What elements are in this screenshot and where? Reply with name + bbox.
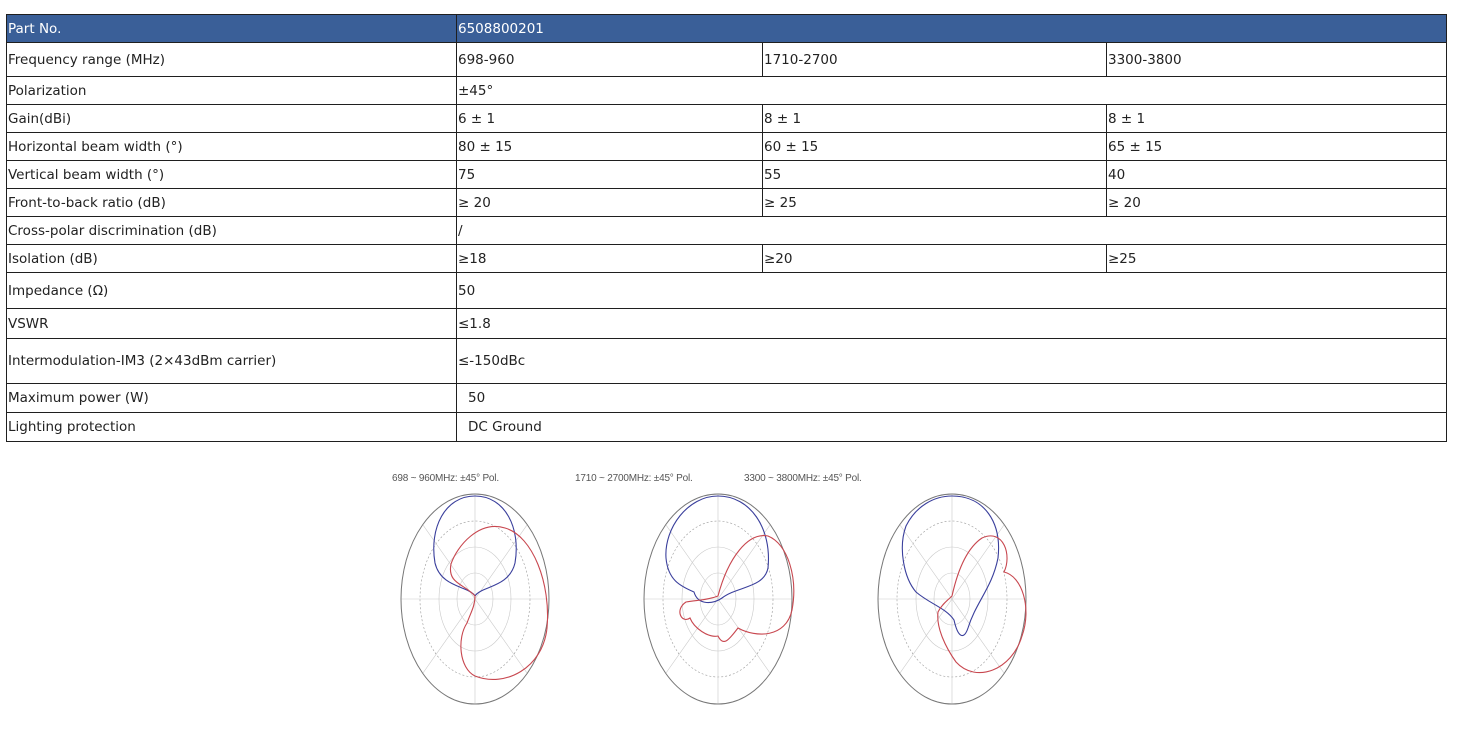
row-label: Maximum power (W) — [7, 384, 457, 413]
cell: 60 ± 15 — [763, 133, 1107, 161]
pattern-trace-red — [450, 527, 547, 680]
cell: DC Ground — [457, 413, 1447, 442]
cell: 80 ± 15 — [457, 133, 763, 161]
table-header-row — [7, 15, 1447, 43]
cell: 8 ± 1 — [763, 105, 1107, 133]
table-row — [7, 189, 1447, 217]
radiation-pattern-plot — [638, 488, 798, 710]
cell: ≥ 20 — [1107, 189, 1447, 217]
table-row — [7, 161, 1447, 189]
row-label: Lighting protection — [7, 413, 457, 442]
row-label: Cross-polar discrimination (dB) — [7, 217, 457, 245]
cell: ≥25 — [1107, 245, 1447, 273]
cell: 65 ± 15 — [1107, 133, 1447, 161]
cell: ≥20 — [763, 245, 1107, 273]
row-label: Front-to-back ratio (dB) — [7, 189, 457, 217]
cell: 55 — [763, 161, 1107, 189]
table-row — [7, 105, 1447, 133]
header-value: 6508800201 — [457, 15, 1447, 43]
radiation-pattern-plot — [872, 488, 1032, 710]
table-row — [7, 245, 1447, 273]
row-label: VSWR — [7, 309, 457, 339]
pattern-trace-blue — [902, 496, 998, 636]
polar-grid — [878, 494, 1026, 704]
row-label: Horizontal beam width (°) — [7, 133, 457, 161]
table-row — [7, 217, 1447, 245]
row-label: Isolation (dB) — [7, 245, 457, 273]
radiation-pattern-plot — [395, 488, 555, 710]
row-label: Impedance (Ω) — [7, 273, 457, 309]
table-row — [7, 413, 1447, 442]
cell: 3300-3800 — [1107, 43, 1447, 77]
table-row — [7, 43, 1447, 77]
cell: 8 ± 1 — [1107, 105, 1447, 133]
table-row — [7, 133, 1447, 161]
pattern-title: 698 ~ 960MHz: ±45° Pol. — [392, 473, 499, 484]
row-label: Gain(dBi) — [7, 105, 457, 133]
table-row — [7, 339, 1447, 384]
cell: 6 ± 1 — [457, 105, 763, 133]
cell: 698-960 — [457, 43, 763, 77]
cell: 40 — [1107, 161, 1447, 189]
table-row — [7, 384, 1447, 413]
cell: 50 — [457, 273, 1447, 309]
cell: ≥18 — [457, 245, 763, 273]
row-label: Frequency range (MHz) — [7, 43, 457, 77]
cell: ±45° — [457, 77, 1447, 105]
cell: ≥ 25 — [763, 189, 1107, 217]
row-label: Vertical beam width (°) — [7, 161, 457, 189]
cell: 50 — [457, 384, 1447, 413]
spec-table — [6, 14, 1447, 442]
table-row — [7, 273, 1447, 309]
pattern-title: 3300 ~ 3800MHz: ±45° Pol. — [744, 473, 862, 484]
header-label: Part No. — [7, 15, 457, 43]
row-label: Intermodulation-IM3 (2×43dBm carrier) — [7, 339, 457, 384]
cell: / — [457, 217, 1447, 245]
cell: 75 — [457, 161, 763, 189]
cell: ≤-150dBc — [457, 339, 1447, 384]
cell: 1710-2700 — [763, 43, 1107, 77]
pattern-title: 1710 ~ 2700MHz: ±45° Pol. — [575, 473, 693, 484]
cell: ≥ 20 — [457, 189, 763, 217]
table-row — [7, 309, 1447, 339]
row-label: Polarization — [7, 77, 457, 105]
polar-grid — [644, 494, 792, 704]
cell: ≤1.8 — [457, 309, 1447, 339]
table-row — [7, 77, 1447, 105]
